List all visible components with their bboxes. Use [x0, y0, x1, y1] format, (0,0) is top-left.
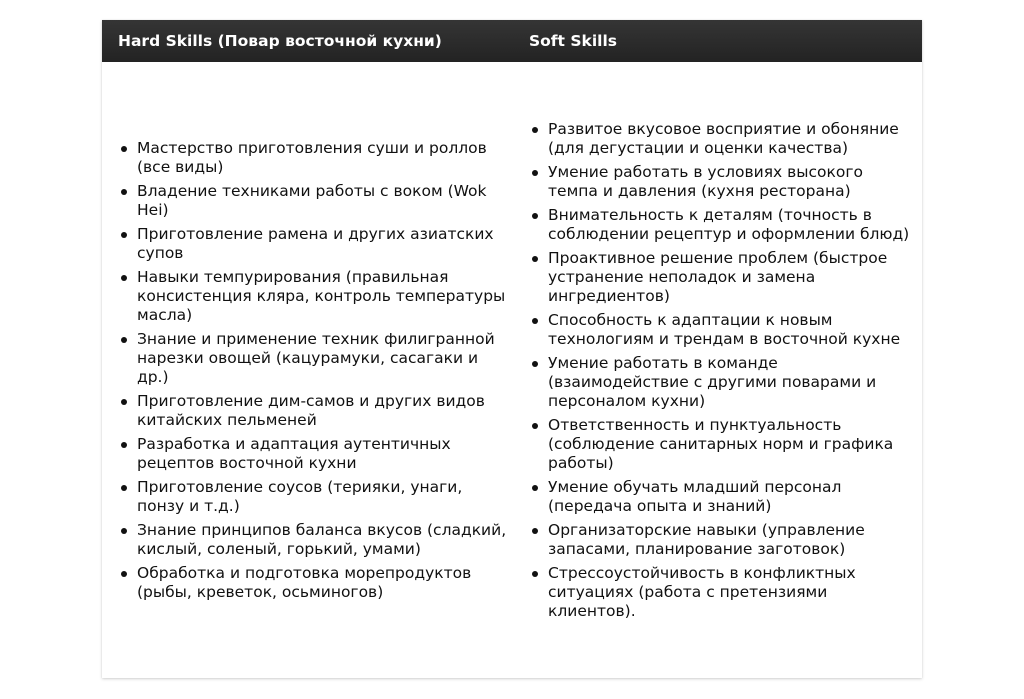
soft-skills-cell — [529, 62, 911, 678]
table-body — [102, 62, 922, 678]
list-item: Приготовление соусов (терияки, унаги, понзу и т.д.) — [118, 478, 513, 516]
list-item: Внимательность к деталям (точность в соблюдении рецептур и оформлении блюд) — [529, 206, 911, 244]
soft-skills-list — [529, 120, 911, 621]
list-item: Мастерство приготовления суши и роллов (все виды) — [118, 139, 513, 177]
list-item: Знание и применение техник филигранной нарезки овощей (кацурамуки, сасагаки и др.) — [118, 330, 513, 387]
hard-skills-cell — [118, 62, 513, 678]
list-item: Навыки темпурирования (правильная консистенция кляра, контроль температуры масла) — [118, 268, 513, 325]
list-item: Способность к адаптации к новым технологиям и трендам в восточной кухне — [529, 311, 911, 349]
list-item: Стрессоустойчивость в конфликтных ситуациях (работа с претензиями клиентов). — [529, 564, 911, 621]
skills-table — [102, 20, 922, 678]
list-item: Ответственность и пунктуальность (соблюдение санитарных норм и графика работы) — [529, 416, 911, 473]
list-item: Приготовление дим-самов и других видов китайских пельменей — [118, 392, 513, 430]
list-item: Организаторские навыки (управление запасами, планирование заготовок) — [529, 521, 911, 559]
list-item: Знание принципов баланса вкусов (сладкий, кислый, соленый, горький, умами) — [118, 521, 513, 559]
list-item: Умение работать в условиях высокого темпа и давления (кухня ресторана) — [529, 163, 911, 201]
header-hard-skills: Hard Skills (Повар восточной кухни) — [118, 32, 442, 50]
table-header — [102, 20, 922, 62]
list-item: Приготовление рамена и других азиатских супов — [118, 225, 513, 263]
list-item: Умение обучать младший персонал (передача опыта и знаний) — [529, 478, 911, 516]
hard-skills-list — [118, 139, 513, 602]
list-item: Владение техниками работы с воком (Wok Hei) — [118, 182, 513, 220]
list-item: Развитое вкусовое восприятие и обоняние (для дегустации и оценки качества) — [529, 120, 911, 158]
list-item: Обработка и подготовка морепродуктов (рыбы, креветок, осьминогов) — [118, 564, 513, 602]
header-soft-skills: Soft Skills — [529, 32, 617, 50]
list-item: Умение работать в команде (взаимодействие с другими поварами и персоналом кухни) — [529, 354, 911, 411]
list-item: Разработка и адаптация аутентичных рецептов восточной кухни — [118, 435, 513, 473]
list-item: Проактивное решение проблем (быстрое устранение неполадок и замена ингредиентов) — [529, 249, 911, 306]
